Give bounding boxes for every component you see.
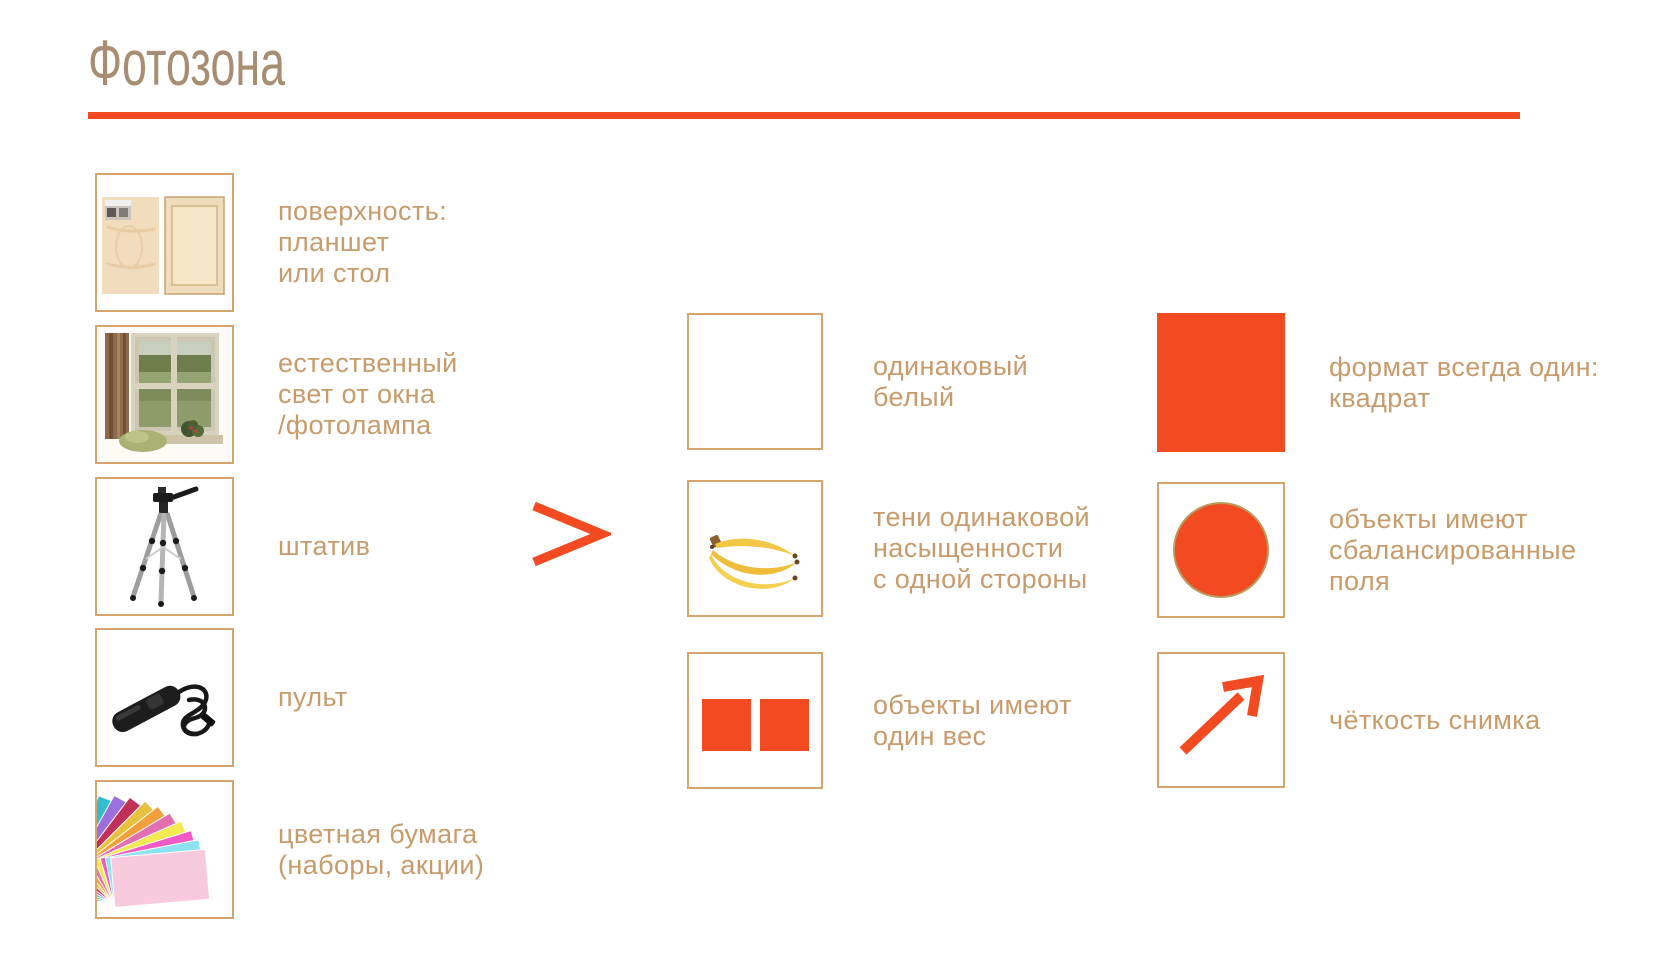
item-natural-light — [95, 325, 458, 464]
colored-paper-photo — [95, 780, 234, 919]
label-line: формат всегда один: — [1329, 351, 1599, 382]
item-remote-label — [278, 682, 348, 713]
window-illustration — [97, 327, 232, 462]
rule-same-shadows — [687, 480, 1090, 617]
label-line: чёткость снимка — [1329, 704, 1541, 735]
rule-same-weight — [687, 652, 1072, 789]
label-line: поверхность: — [278, 196, 448, 226]
item-tripod-label — [278, 531, 370, 562]
orange-circle — [1173, 502, 1269, 598]
colored-paper-illustration — [97, 782, 232, 917]
label-line: одинаковый — [873, 350, 1029, 381]
label-line: квадрат — [1329, 382, 1431, 413]
slide-title: Фотозона — [88, 27, 286, 99]
rule-sharpness-label — [1329, 705, 1541, 736]
tripod-illustration — [97, 479, 232, 614]
label-line: цветная бумага — [278, 818, 478, 849]
label-line: штатив — [278, 531, 371, 561]
label-line: один вес — [873, 720, 987, 751]
item-colored-paper — [95, 780, 484, 919]
item-colored-paper-label — [278, 819, 484, 881]
label-line: (наборы, акции) — [278, 849, 485, 880]
tripod-photo — [95, 477, 234, 616]
rule-same-weight-label — [873, 690, 1072, 752]
item-tripod — [95, 477, 370, 616]
label-line: белый — [873, 381, 955, 412]
item-surface — [95, 173, 447, 312]
plywood-illustration — [97, 175, 232, 310]
label-line: сбалансированные — [1329, 534, 1577, 565]
up-right-arrow-figure — [1157, 652, 1285, 788]
label-line: /фотолампа — [278, 410, 432, 440]
window-photo — [95, 325, 234, 464]
label-line: естественный — [278, 348, 458, 378]
orange-square-left — [702, 699, 751, 751]
plywood-photo — [95, 173, 234, 312]
item-remote — [95, 628, 348, 767]
remote-illustration — [97, 630, 232, 765]
label-line: объекты имеют — [1329, 503, 1528, 534]
rule-same-white — [687, 313, 1028, 450]
rule-sharpness — [1157, 652, 1541, 788]
item-surface-label — [278, 196, 447, 289]
rule-balanced-margins-label — [1329, 504, 1576, 597]
title-divider — [88, 112, 1520, 119]
rule-same-white-label — [873, 351, 1028, 413]
bananas-photo — [687, 480, 823, 617]
label-line: пульт — [278, 682, 348, 712]
rule-same-shadows-label — [873, 502, 1090, 595]
label-line: тени одинаковой — [873, 502, 1091, 532]
greater-than-icon — [527, 498, 611, 570]
label-line: объекты имеют — [873, 689, 1072, 720]
white-square-figure — [687, 313, 823, 450]
two-orange-squares-figure — [687, 652, 823, 789]
rule-square-format-label — [1329, 352, 1599, 414]
item-natural-light-label — [278, 348, 458, 441]
two-squares-group — [702, 699, 809, 751]
orange-square-right — [760, 699, 809, 751]
label-line: свет от окна — [278, 379, 436, 409]
label-line: поля — [1329, 565, 1391, 596]
label-line: насыщенности — [873, 533, 1064, 563]
rule-balanced-margins — [1157, 482, 1576, 618]
label-line: или стол — [278, 258, 391, 288]
bananas-illustration — [689, 482, 821, 615]
orange-circle-figure — [1157, 482, 1285, 618]
solid-orange-square-figure — [1157, 313, 1285, 452]
label-line: с одной стороны — [873, 564, 1088, 594]
remote-photo — [95, 628, 234, 767]
label-line: планшет — [278, 227, 390, 257]
rule-square-format — [1157, 313, 1599, 452]
up-right-arrow-icon — [1159, 654, 1283, 786]
